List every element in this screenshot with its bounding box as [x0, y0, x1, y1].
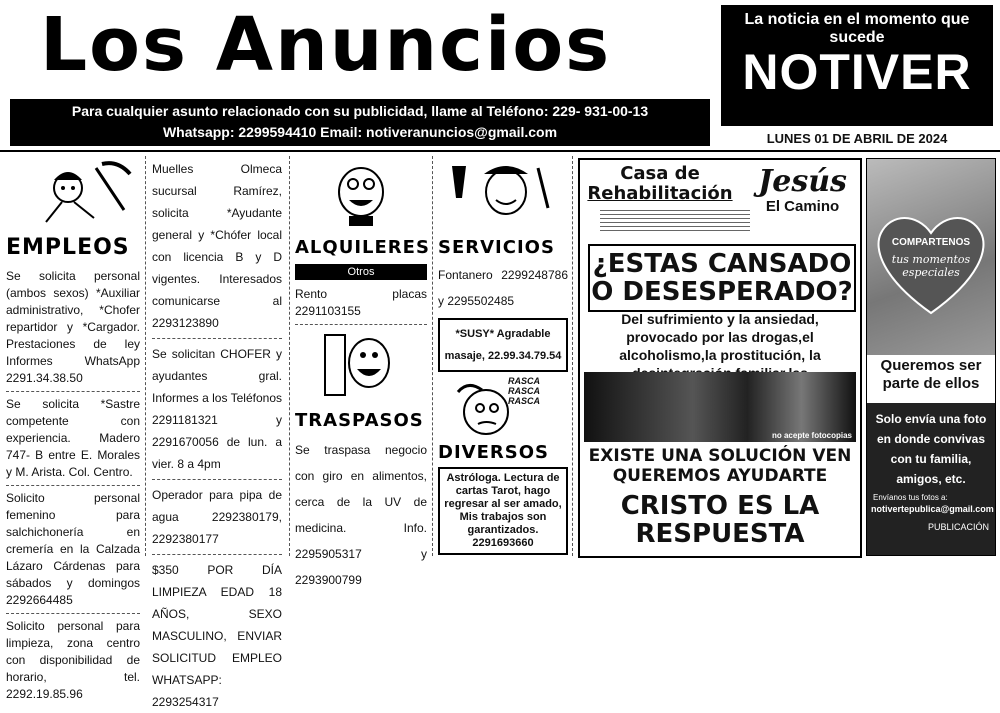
rehab-small-print	[600, 210, 750, 234]
column-empleos	[6, 158, 140, 703]
section-heading-empleos: EMPLEOS	[6, 235, 130, 260]
community-photo-ad	[866, 158, 996, 556]
rehab-center-ad	[578, 158, 862, 558]
column-servicios	[438, 158, 568, 555]
logo-el-camino: El Camino	[765, 198, 840, 215]
boxed-ad-astrologa: Astróloga. Lectura de cartas Tarot, hago regresar al ser amado, Mis trabajos son garantizados. 2291693660	[438, 467, 568, 555]
classified-ad: Rento placas 2291103155	[295, 287, 427, 318]
subsection-otros: Otros	[295, 264, 427, 280]
publication-label: PUBLICACIÓN	[927, 522, 989, 532]
community-headline: Queremos ser parte de ellos	[867, 355, 995, 403]
scratching-cartoon	[438, 372, 568, 442]
repairman-cartoon-icon	[438, 158, 568, 230]
classified-ad: Se solicita personal (ambos sexos) *Auxiliar administrativo, *Chofer repartidor y *Cargador. Prestaciones de ley Informes WhatsApp 2291.34.38.50	[6, 269, 140, 385]
cartoon-caption: RASCA RASCA RASCA	[508, 376, 541, 406]
rehab-footer-cristo: CRISTO ES LA RESPUESTA	[620, 491, 820, 549]
publication-date: LUNES 01 DE ABRIL DE 2024	[766, 131, 948, 146]
rehab-title	[580, 164, 740, 204]
heart-line2: tus momentos especiales	[891, 253, 971, 279]
logo-jesus: Jesús	[758, 164, 847, 199]
laughing-cartoon-icon	[295, 329, 427, 403]
header-rule	[0, 150, 1000, 152]
rehab-photo	[584, 372, 856, 442]
notiver-banner	[721, 5, 993, 126]
classified-ad: Muelles Olmeca sucursal Ramírez, solicita *Ayudante general y *Chófer local con licencia B y D vigentes. Interesados comunicarse al 2293123890	[152, 162, 282, 330]
community-info-panel	[867, 403, 995, 555]
column-divider	[432, 156, 433, 556]
column-divider	[145, 156, 146, 556]
contact-line-2: Whatsapp: 2299594410 Email: notiveranuncios@gmail.com	[162, 124, 558, 140]
smiling-cartoon-icon	[295, 158, 427, 230]
heart-line1: COMPARTENOS	[891, 237, 971, 248]
photo-caption: no acepte fotocopias	[771, 431, 852, 440]
contact-line-1: Para cualquier asunto relacionado con su publicidad, llame al Teléfono: 229- 931-00-13	[71, 103, 649, 119]
column-empleos-continued	[152, 158, 282, 713]
ad-separator	[152, 554, 282, 555]
ad-separator	[6, 613, 140, 614]
classified-ad: Se traspasa negocio con giro en alimentos, cerca de la UV de medicina. Info. 2295905317 y 2293900799	[295, 443, 427, 587]
boxed-ad-masaje: *SUSY* Agradable masaje, 22.99.34.79.54	[438, 318, 568, 372]
rehab-footer-solution: EXISTE UNA SOLUCIÓN VEN QUEREMOS AYUDARTE	[588, 446, 852, 486]
classified-ad: Solicito personal femenino para salchichonería en cremería en la Calzada Lázaro Cárdenas para sábados y domingos 2292664485	[6, 491, 140, 607]
rehab-headline: ¿ESTAS CANSADO O DESESPERADO?	[588, 244, 856, 312]
ad-separator	[152, 338, 282, 339]
classified-ad: Se solicita *Sastre competente con experiencia. Madero 747- B entre E. Morales y M. Arista. Col. Centro.	[6, 397, 140, 479]
column-divider	[572, 156, 573, 556]
classified-ad: $350 POR DÍA LIMPIEZA EDAD 18 AÑOS, SEXO MASCULINO, ENVIAR SOLICITUD EMPLEO WHATSAPP: 2293254317	[152, 563, 282, 709]
section-heading-servicios: SERVICIOS	[438, 237, 555, 258]
section-heading-diversos: DIVERSOS	[438, 442, 549, 463]
brand-logo: NOTIVER	[742, 44, 972, 100]
classified-ad: Fontanero 2299248786 y 2295502485	[438, 268, 568, 308]
section-heading-alquileres: ALQUILERES	[295, 237, 430, 258]
community-body: Solo envía una foto en donde convivas con tu familia, amigos, etc.	[875, 412, 987, 486]
classified-ad: Solicito personal para limpieza, zona centro con disponibilidad de horario, tel. 2292.19.85.96	[6, 619, 140, 701]
column-divider	[289, 156, 290, 556]
rehab-body: Del sufrimiento y la ansiedad, provocado por las drogas,el alcoholismo,la prostitución, la	[619, 311, 821, 363]
community-email: notivertepublica@gmail.com	[871, 504, 994, 514]
rehab-title-line2: Rehabilitación	[587, 183, 733, 204]
tagline: La noticia en el momento que sucede	[744, 11, 970, 46]
classified-ad: Se solicitan CHOFER y ayudantes gral. Informes a los Teléfonos 2291181321 y 2291670056 de lun. a vier. 8 a 4pm	[152, 347, 282, 471]
ad-separator	[152, 479, 282, 480]
newspaper-section-title: Los Anuncios	[40, 2, 612, 88]
column-alquileres	[295, 158, 430, 593]
rehab-title-line1: Casa de	[620, 163, 700, 184]
contact-banner	[10, 99, 710, 146]
ad-separator	[6, 485, 140, 486]
section-heading-traspasos: TRASPASOS	[295, 410, 424, 431]
ad-separator	[295, 324, 427, 325]
ad-separator	[6, 391, 140, 392]
classified-ad: Operador para pipa de agua 2292380179, 2292380177	[152, 488, 282, 546]
send-label: Envíanos tus fotos a:	[873, 493, 948, 502]
rehab-logo	[750, 166, 855, 215]
worker-cartoon-icon	[6, 158, 140, 228]
